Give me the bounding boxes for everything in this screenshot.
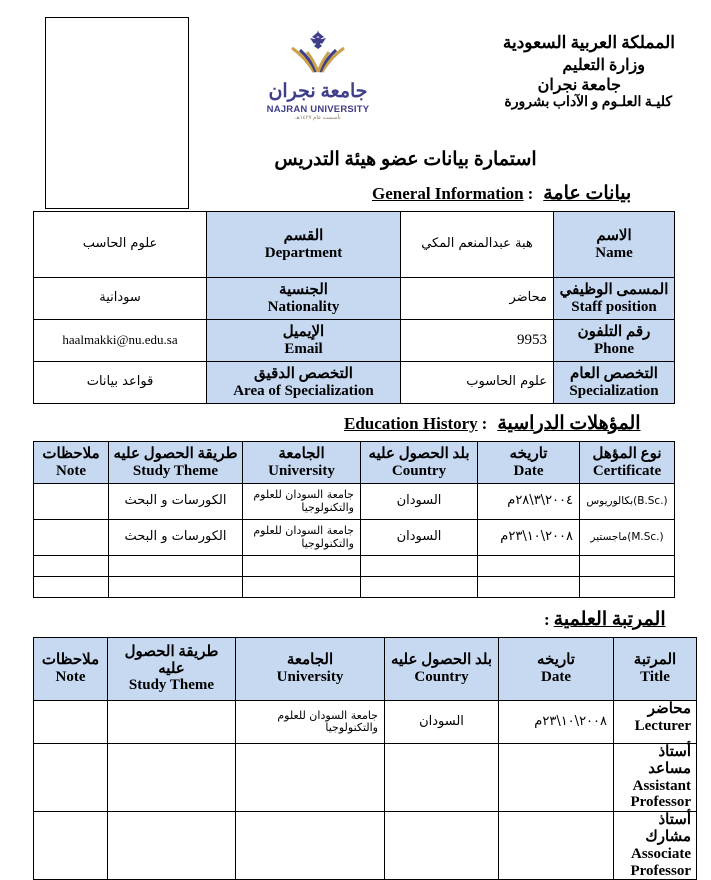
- edu-country: السودان: [361, 484, 478, 520]
- logo-emblem-icon: [262, 28, 374, 82]
- rank-header-date: تاريخه Date: [499, 638, 614, 701]
- specialization-label: التخصص العام Specialization: [554, 362, 675, 404]
- logo-english-text: NAJRAN UNIVERSITY: [266, 104, 370, 115]
- edu-university: جامعة السودان للعلوم والتكنولوجيا: [243, 484, 361, 520]
- rank-title: أستاذ مشارك Associate Professor: [614, 812, 697, 880]
- edu-header-date: تاريخه Date: [478, 442, 580, 484]
- table-row: [34, 520, 675, 556]
- email-label: الإيميل Email: [207, 320, 401, 362]
- photo-placeholder: [45, 17, 189, 209]
- name-label: الاسم Name: [554, 212, 675, 278]
- rank-country: السودان: [385, 701, 499, 744]
- edu-university: جامعة السودان للعلوم والتكنولوجيا: [243, 520, 361, 556]
- edu-certificate: بكالوريوس(B.Sc.): [580, 484, 675, 520]
- nationality-label: الجنسية Nationality: [207, 278, 401, 320]
- edu-header-theme: طريقة الحصول عليه Study Theme: [109, 442, 243, 484]
- rank-title: أستاذ مساعد Assistant Professor: [614, 744, 697, 812]
- phone-label: رقم التلفون Phone: [554, 320, 675, 362]
- header-university: جامعة نجران: [537, 77, 621, 94]
- area-label: التخصص الدقيق Area of Specialization: [207, 362, 401, 404]
- department-value: علوم الحاسب: [34, 212, 207, 278]
- section-general-heading: General Information : بيانات عامة: [372, 183, 632, 204]
- area-value: قواعد بيانات: [34, 362, 207, 404]
- rank-header-title: المرتبة Title: [614, 638, 697, 701]
- logo-subtitle: تأسست عام ١٤٢٧هـ: [295, 115, 341, 121]
- edu-certificate: ماجستير(M.Sc.): [580, 520, 675, 556]
- edu-note: [34, 484, 109, 520]
- section-education-title-en: Education History: [344, 414, 478, 433]
- section-general-title-ar: بيانات عامة: [543, 183, 632, 204]
- rank-header-theme: طريقة الحصول عليه Study Theme: [108, 638, 236, 701]
- table-row: [34, 484, 675, 520]
- edu-date: ٢٠٠٤\٣\٢٨م: [478, 484, 580, 520]
- edu-theme: الكورسات و البحث: [109, 484, 243, 520]
- position-label: المسمى الوظيفي Staff position: [554, 278, 675, 320]
- header-ministry: وزارة التعليم: [562, 57, 645, 74]
- section-rank-title-ar: المرتبة العلمية: [553, 609, 666, 630]
- section-education-heading: Education History : المؤهلات الدراسية: [344, 413, 641, 434]
- education-table: [33, 441, 675, 598]
- rank-university: [236, 744, 385, 812]
- position-value: محاضر: [401, 278, 554, 320]
- section-rank-heading: : المرتبة العلمية: [544, 609, 666, 630]
- form-title: استمارة بيانات عضو هيئة التدريس: [274, 149, 537, 170]
- phone-value: 9953: [401, 320, 554, 362]
- edu-date: ٢٠٠٨\١٠\٢٣م: [478, 520, 580, 556]
- edu-header-university: الجامعة University: [243, 442, 361, 484]
- table-row: [34, 701, 697, 744]
- rank-header-university: الجامعة University: [236, 638, 385, 701]
- rank-table: [33, 637, 697, 880]
- general-info-table: [33, 211, 675, 404]
- edu-note: [34, 520, 109, 556]
- section-general-title-en: General Information: [372, 184, 524, 203]
- logo-arabic-text: جامعة نجران: [268, 81, 368, 102]
- rank-header-note: ملاحظات Note: [34, 638, 108, 701]
- edu-header-certificate: نوع المؤهل Certificate: [580, 442, 675, 484]
- university-logo: [262, 28, 374, 120]
- email-value: haalmakki@nu.edu.sa: [34, 320, 207, 362]
- table-row: [34, 577, 675, 598]
- name-value: هبة عبدالمنعم المكي: [401, 212, 554, 278]
- rank-header-country: بلد الحصول عليه Country: [385, 638, 499, 701]
- department-label: القسم Department: [207, 212, 401, 278]
- edu-country: السودان: [361, 520, 478, 556]
- nationality-value: سودانية: [34, 278, 207, 320]
- rank-university: جامعة السودان للعلوم والتكنولوجيا: [236, 701, 385, 744]
- rank-date: ٢٠٠٨\١٠\٢٣م: [499, 701, 614, 744]
- specialization-value: علوم الحاسوب: [401, 362, 554, 404]
- edu-header-note: ملاحظات Note: [34, 442, 109, 484]
- section-education-title-ar: المؤهلات الدراسية: [497, 413, 641, 434]
- rank-title: محاضر Lecturer: [614, 701, 697, 744]
- header-kingdom: المملكة العربية السعودية: [502, 33, 675, 52]
- table-row: [34, 744, 697, 812]
- rank-country: [385, 744, 499, 812]
- edu-header-country: بلد الحصول عليه Country: [361, 442, 478, 484]
- edu-theme: الكورسات و البحث: [109, 520, 243, 556]
- header-college: كليـة العلـوم و الآداب بشرورة: [504, 95, 672, 110]
- rank-date: [499, 744, 614, 812]
- table-row: [34, 556, 675, 577]
